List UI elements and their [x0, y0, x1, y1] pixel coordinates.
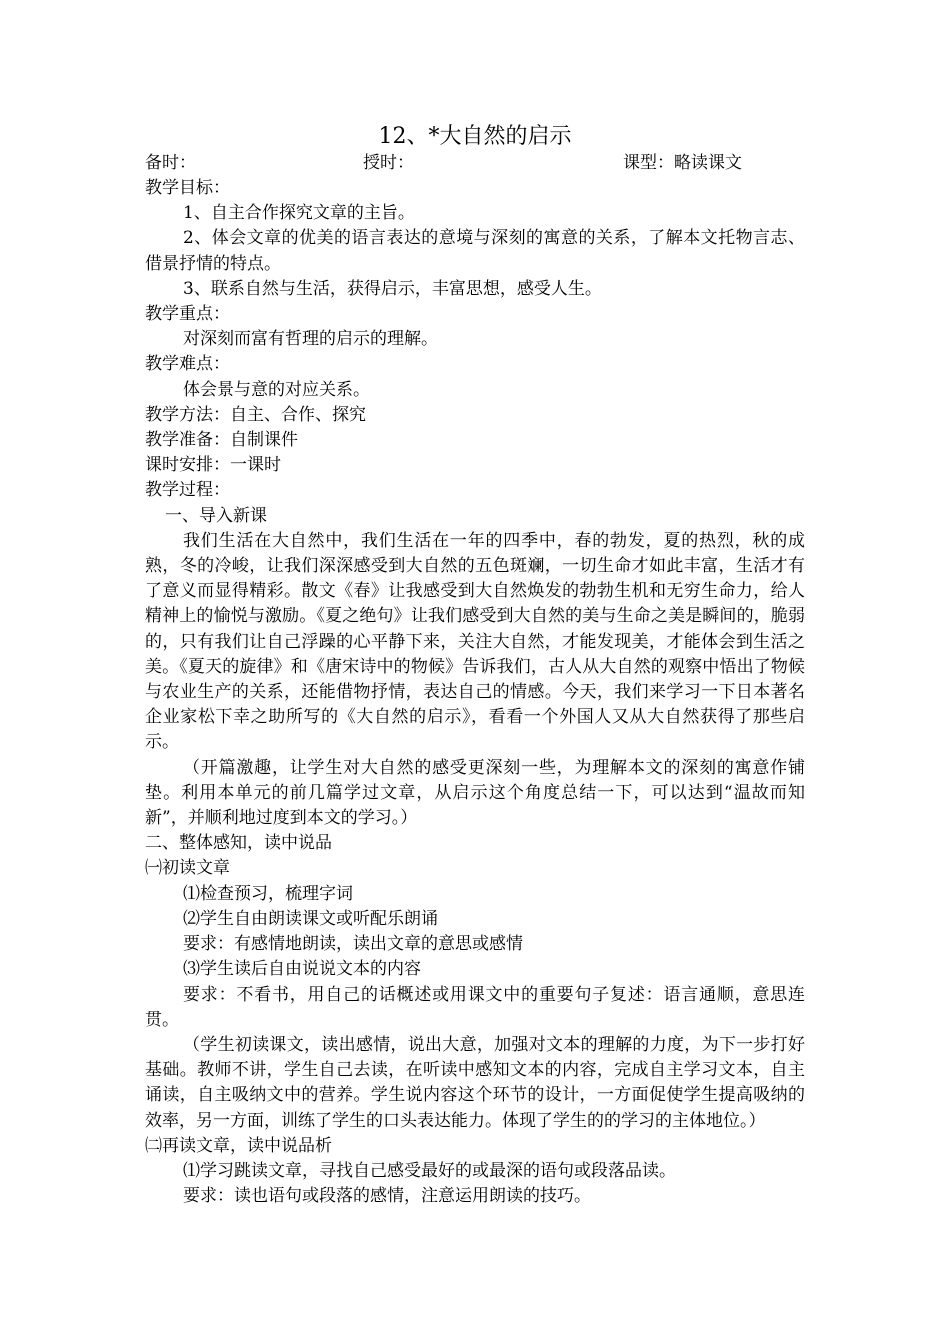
sub1-note: （学生初读课文，读出感情，说出大意，加强对文本的理解的力度，为下一步打好基础。教师不讲，学生自己去读，在听读中感知文本的内容，完成自主学习文本，自主诵读，自主吸纳文中的营养。学生说内容这个环节的设计，一方面促使学生提高吸纳的效率，另一方面，训练了学生的口头表达能力。体现了学生的的学习的主体地位。）: [145, 1034, 805, 1131]
goal-item: 2、体会文章的优美的语言表达的意境与深刻的寓意的关系，了解本文托物言志、借景抒情的特点。: [145, 228, 805, 274]
process-heading: 教学过程：: [145, 480, 230, 501]
prep-time-label: 备时：: [145, 153, 196, 173]
lesson-type-label: 课型：略读课文: [623, 153, 742, 173]
sub2-item: ⑴学习跳读文章，寻找自己感受最好的或最深的语句或段落品读。: [183, 1160, 676, 1181]
lesson-meta: [145, 150, 805, 176]
sub2-requirement: 要求：读也语句或段落的感情，注意运用朗读的技巧。: [183, 1186, 591, 1207]
sub1-item: ⑶学生读后自由说说文本的内容: [183, 959, 421, 980]
preparation-line: 教学准备：自制课件: [145, 430, 298, 451]
sub1-item: ⑵学生自由朗读课文或听配乐朗诵: [183, 908, 438, 929]
sub1-requirement: 要求：有感情地朗读，读出文章的意思或感情: [183, 934, 523, 955]
part2-heading: 二、整体感知，读中说品: [145, 833, 332, 854]
sub1-requirement: 要求：不看书，用自己的话概述或用课文中的重要句子复述：语言通顺，意思连贯。: [145, 984, 805, 1030]
part1-heading: 一、导入新课: [165, 505, 267, 526]
difficulty-text: 体会景与意的对应关系。: [183, 379, 370, 400]
schedule-line: 课时安排：一课时: [145, 455, 281, 476]
key-heading: 教学重点：: [145, 304, 230, 325]
goal-item: 1、自主合作探究文章的主旨。: [183, 203, 415, 224]
document-body: [145, 176, 805, 1209]
sub1-heading: ㈠初读文章: [145, 858, 230, 879]
goals-heading: 教学目标：: [145, 178, 230, 198]
key-text: 对深刻而富有哲理的启示的理解。: [183, 329, 438, 350]
goal-item: 3、联系自然与生活，获得启示，丰富思想，感受人生。: [183, 278, 602, 299]
method-line: 教学方法：自主、合作、探究: [145, 404, 366, 425]
part1-note: （开篇激趣，让学生对大自然的感受更深刻一些，为理解本文的深刻的寓意作铺垫。利用本单元的前几篇学过文章，从启示这个角度总结一下，可以达到“温故而知新”，并顺利地过度到本文的学习。）: [145, 757, 805, 829]
sub1-item: ⑴检查预习，梳理字词: [183, 883, 353, 904]
difficulty-heading: 教学难点：: [145, 354, 230, 375]
document-title: 12、*大自然的启示: [378, 124, 572, 149]
part1-paragraph: 我们生活在大自然中，我们生活在一年的四季中，春的勃发，夏的热烈，秋的成熟，冬的冷峻，让我们深深感受到大自然的五色斑斓，一切生命才如此丰富，生活才有了意义而显得精彩。散文《春》让我感受到大自然焕发的勃勃生机和无穷生命力，给人精神上的愉悦与激励。《夏之绝句》让我们感受到大自然的美与生命之美是瞬间的，脆弱的，只有我们让自己浮躁的心平静下来，关注大自然，才能发现美，才能体会到生活之美。《夏天的旋律》和《唐宋诗中的物候》告诉我们，古人从大自然的观察中悟出了物候与农业生产的关系，还能借物抒情，表达自己的情感。今天，我们来学习一下日本著名企业家松下幸之助所写的《大自然的启示》，看看一个外国人又从大自然获得了那些启示。: [145, 530, 805, 753]
sub2-heading: ㈡再读文章，读中说品析: [145, 1135, 332, 1156]
teach-time-label: 授时：: [363, 153, 414, 173]
